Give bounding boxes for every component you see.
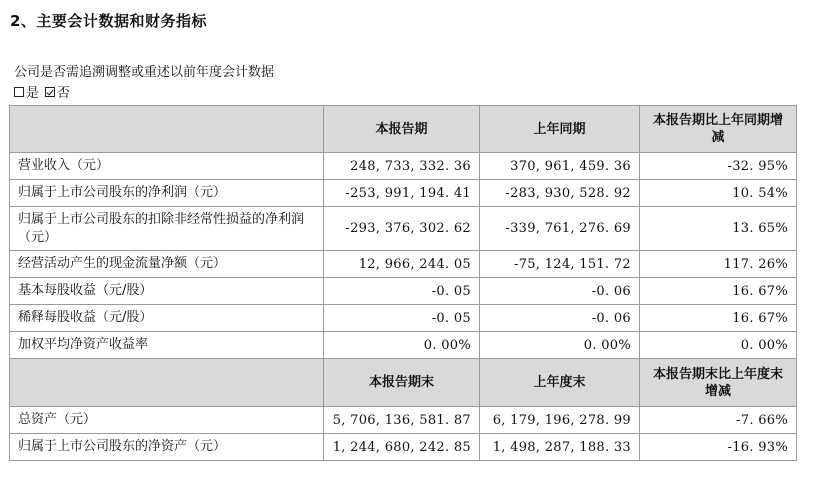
cell-prior: -339, 761, 276. 69 (480, 207, 640, 251)
cell-change: -16. 93% (640, 434, 797, 461)
table-row (10, 153, 797, 180)
table-header-row (10, 359, 797, 407)
cell-current: 1, 244, 680, 242. 85 (324, 434, 480, 461)
row-label: 营业收入（元） (10, 153, 324, 180)
table-row (10, 305, 797, 332)
restatement-options (14, 82, 70, 101)
table-row (10, 251, 797, 278)
table-row (10, 180, 797, 207)
cell-change: 0. 00% (640, 332, 797, 359)
row-label: 加权平均净资产收益率 (10, 332, 324, 359)
row-label: 归属于上市公司股东的扣除非经常性损益的净利润（元） (10, 207, 324, 251)
cell-change: 10. 54% (640, 180, 797, 207)
table-header-row (10, 106, 797, 153)
table-row (10, 407, 797, 434)
cell-prior: 1, 498, 287, 188. 33 (480, 434, 640, 461)
header-blank-cell (10, 359, 324, 407)
restatement-question: 公司是否需追溯调整或重述以前年度会计数据 (14, 65, 275, 80)
section-title: 2、主要会计数据和财务指标 (10, 12, 207, 30)
option-no-label: 否 (57, 86, 71, 101)
row-label: 总资产（元） (10, 407, 324, 434)
table-row (10, 278, 797, 305)
cell-current: -0. 05 (324, 305, 480, 332)
header-prior-year-end: 上年度末 (480, 359, 640, 407)
row-label: 归属于上市公司股东的净资产（元） (10, 434, 324, 461)
checkbox-unchecked-icon[interactable] (14, 87, 24, 97)
header-current-period: 本报告期 (324, 106, 480, 153)
table-row (10, 207, 797, 251)
row-label: 基本每股收益（元/股） (10, 278, 324, 305)
cell-current: -293, 376, 302. 62 (324, 207, 480, 251)
cell-current: -253, 991, 194. 41 (324, 180, 480, 207)
table-row (10, 332, 797, 359)
financial-indicators-table (9, 105, 797, 461)
cell-change: 13. 65% (640, 207, 797, 251)
header-period-change: 本报告期比上年同期增减 (640, 106, 797, 153)
cell-change: 117. 26% (640, 251, 797, 278)
cell-current: 12, 966, 244. 05 (324, 251, 480, 278)
option-yes-label: 是 (26, 86, 40, 101)
cell-current: 248, 733, 332. 36 (324, 153, 480, 180)
cell-prior: 6, 179, 196, 278. 99 (480, 407, 640, 434)
cell-change: 16. 67% (640, 278, 797, 305)
cell-current: 0. 00% (324, 332, 480, 359)
cell-prior: -75, 124, 151. 72 (480, 251, 640, 278)
row-label: 稀释每股收益（元/股） (10, 305, 324, 332)
header-prior-period: 上年同期 (480, 106, 640, 153)
cell-change: -32. 95% (640, 153, 797, 180)
cell-change: 16. 67% (640, 305, 797, 332)
cell-prior: 370, 961, 459. 36 (480, 153, 640, 180)
header-period-end-change: 本报告期末比上年度末增减 (640, 359, 797, 407)
cell-change: -7. 66% (640, 407, 797, 434)
row-label: 经营活动产生的现金流量净额（元） (10, 251, 324, 278)
cell-current: -0. 05 (324, 278, 480, 305)
cell-prior: 0. 00% (480, 332, 640, 359)
cell-prior: -283, 930, 528. 92 (480, 180, 640, 207)
header-blank-cell (10, 106, 324, 153)
cell-prior: -0. 06 (480, 278, 640, 305)
table-row (10, 434, 797, 461)
checkbox-checked-icon[interactable] (45, 87, 55, 97)
option-yes[interactable] (14, 82, 39, 101)
option-no[interactable] (45, 82, 70, 101)
row-label: 归属于上市公司股东的净利润（元） (10, 180, 324, 207)
cell-prior: -0. 06 (480, 305, 640, 332)
header-period-end: 本报告期末 (324, 359, 480, 407)
cell-current: 5, 706, 136, 581. 87 (324, 407, 480, 434)
